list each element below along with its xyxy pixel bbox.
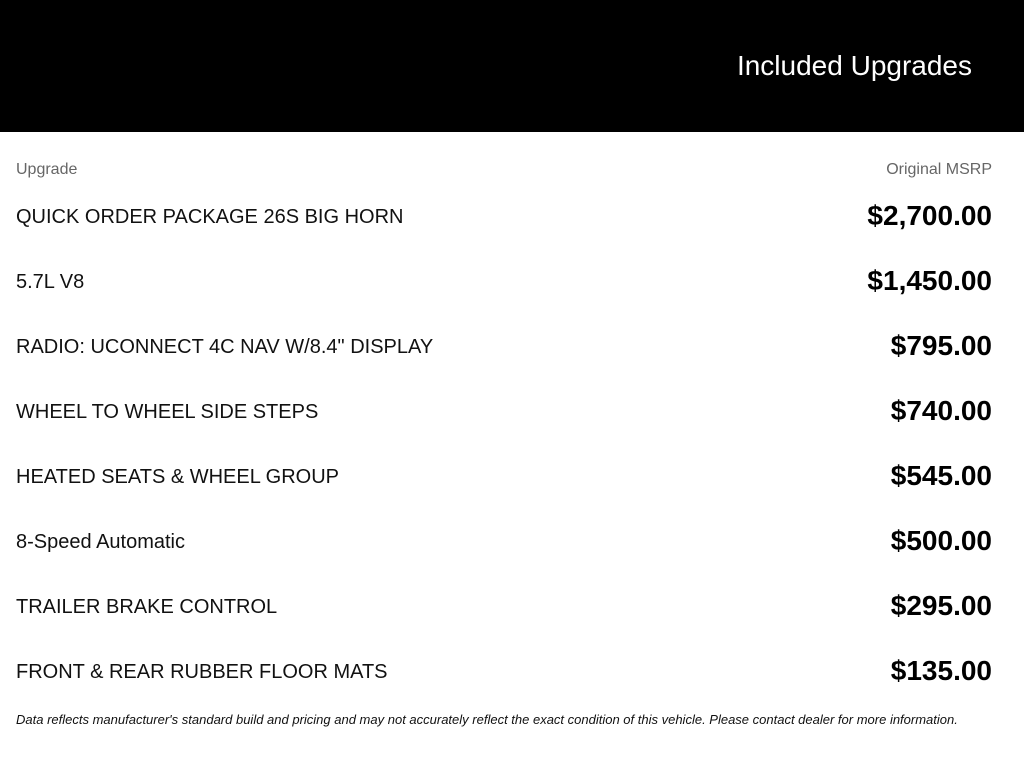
disclaimer-text: Data reflects manufacturer's standard build and pricing and may not accurately reflect the exact condition of this vehicle. Please contact dealer for more information. <box>16 712 958 727</box>
table-row <box>16 327 992 392</box>
table-row <box>16 262 992 327</box>
column-header-msrp: Original MSRP <box>886 161 992 178</box>
upgrade-name: 8-Speed Automatic <box>16 531 185 553</box>
upgrade-price: $795.00 <box>890 329 992 361</box>
page-title: Included Upgrades <box>736 50 972 81</box>
upgrade-name: QUICK ORDER PACKAGE 26S BIG HORN <box>16 206 404 228</box>
upgrade-price: $500.00 <box>890 524 992 556</box>
upgrade-price: $135.00 <box>890 654 992 686</box>
upgrade-price: $295.00 <box>890 589 992 621</box>
table-row <box>16 652 992 717</box>
upgrade-name: TRAILER BRAKE CONTROL <box>16 596 278 618</box>
table-row <box>16 522 992 587</box>
table-header-row <box>16 160 992 180</box>
table-row <box>16 197 992 262</box>
upgrade-price: $2,700.00 <box>867 199 992 231</box>
table-row <box>16 587 992 652</box>
upgrade-price: $1,450.00 <box>867 264 992 296</box>
upgrade-name: WHEEL TO WHEEL SIDE STEPS <box>16 401 319 423</box>
table-row <box>16 392 992 457</box>
upgrade-name: 5.7L V8 <box>16 271 85 293</box>
table-row <box>16 457 992 522</box>
column-header-upgrade: Upgrade <box>16 161 78 178</box>
upgrades-table <box>16 160 992 717</box>
upgrade-name: FRONT & REAR RUBBER FLOOR MATS <box>16 661 388 683</box>
upgrade-price: $740.00 <box>890 394 992 426</box>
upgrade-rows <box>16 197 992 717</box>
upgrade-price: $545.00 <box>890 459 992 491</box>
upgrade-name: RADIO: UCONNECT 4C NAV W/8.4" DISPLAY <box>16 336 434 358</box>
upgrade-name: HEATED SEATS & WHEEL GROUP <box>16 466 340 488</box>
header-bar <box>0 0 1024 132</box>
